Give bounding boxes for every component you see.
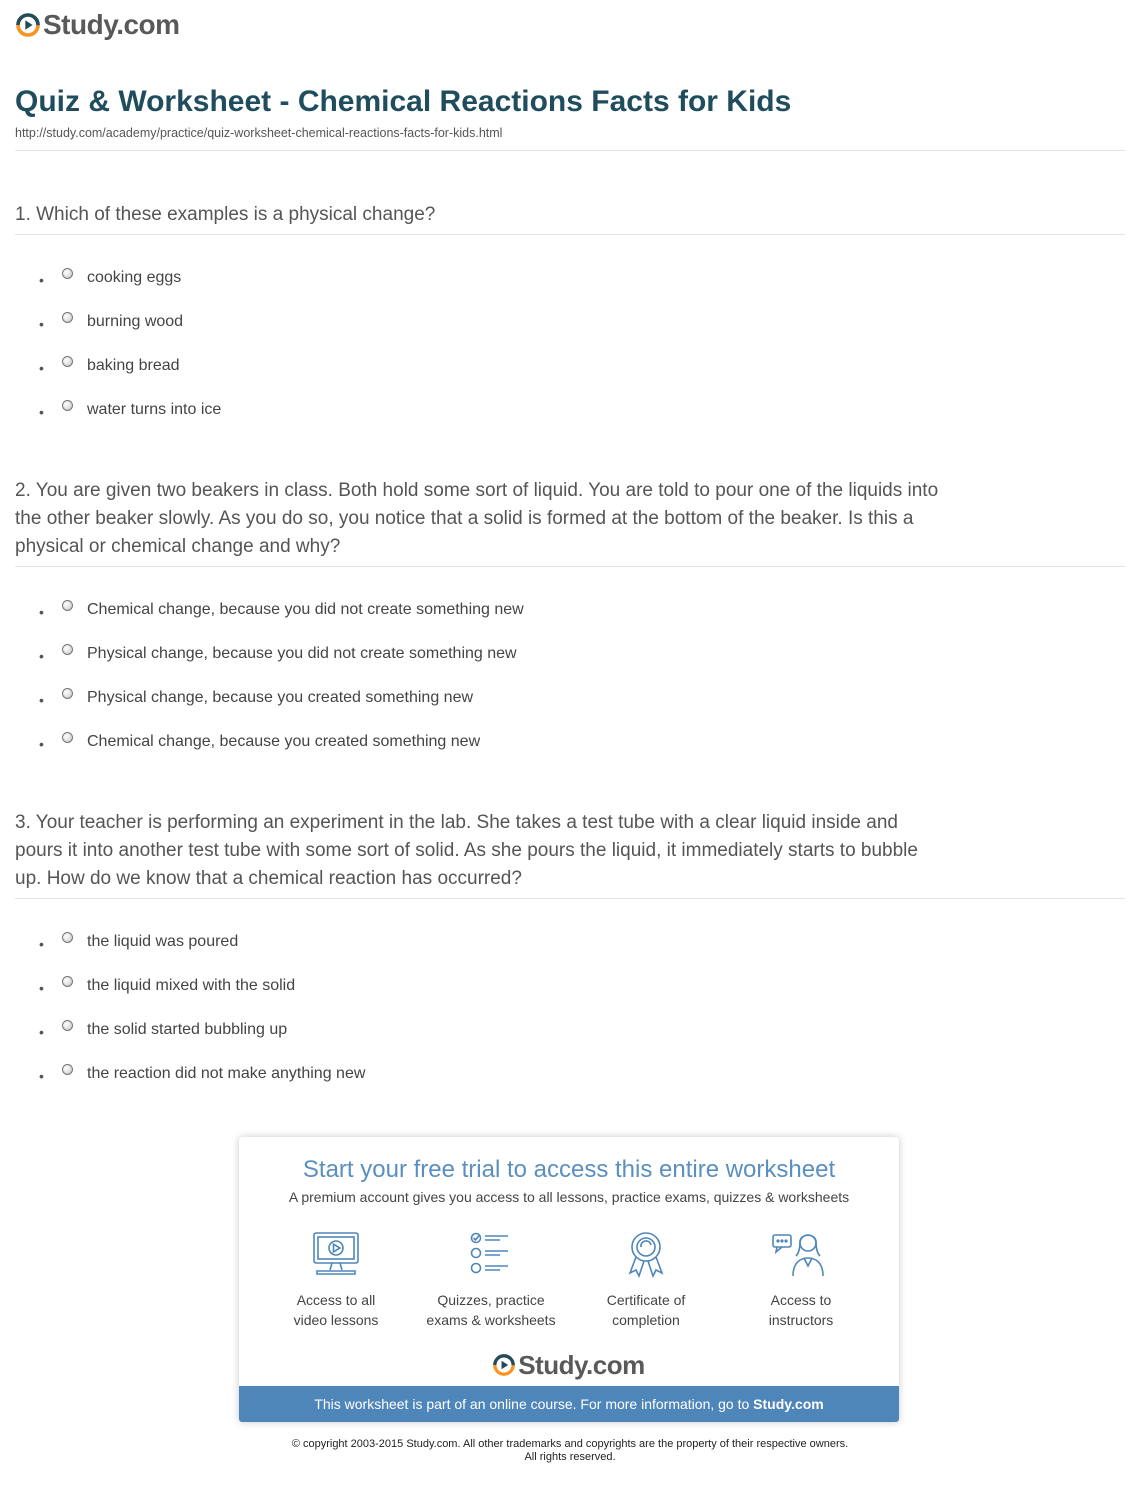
question-2-divider bbox=[15, 566, 1125, 567]
quiz-list-icon bbox=[466, 1230, 516, 1278]
bullet-icon: • bbox=[39, 316, 44, 332]
answer-text: the liquid mixed with the solid bbox=[87, 977, 296, 994]
page-title: Quiz & Worksheet - Chemical Reactions Facts for Kids bbox=[15, 85, 792, 118]
header-divider bbox=[15, 150, 1125, 151]
feature-label-line2: exams & worksheets bbox=[426, 1312, 556, 1328]
answer-text: the liquid was poured bbox=[87, 933, 239, 950]
promo-bar-text: This worksheet is part of an online course. For more information, go to bbox=[314, 1396, 750, 1412]
feature-label-line2: instructors bbox=[768, 1312, 834, 1328]
bullet-icon: • bbox=[39, 604, 44, 620]
site-logo[interactable] bbox=[16, 9, 180, 41]
bullet-icon: • bbox=[39, 404, 44, 420]
certificate-icon bbox=[621, 1230, 671, 1278]
radio-button[interactable] bbox=[62, 312, 73, 323]
radio-button[interactable] bbox=[62, 644, 73, 655]
bullet-icon: • bbox=[39, 692, 44, 708]
answer-text: Physical change, because you created something new bbox=[87, 689, 474, 706]
answer-text: the solid started bubbling up bbox=[87, 1021, 288, 1038]
promo-subtitle: A premium account gives you access to all lessons, practice exams, quizzes & worksheets bbox=[288, 1189, 850, 1205]
video-lessons-icon bbox=[311, 1230, 361, 1278]
radio-button[interactable] bbox=[62, 732, 73, 743]
bullet-icon: • bbox=[39, 272, 44, 288]
answer-text: Chemical change, because you created something new bbox=[87, 733, 481, 750]
question-2-text: 2. You are given two beakers in class. Both hold some sort of liquid. You are told to pour one of the liquids into the other beaker slowly. As you do so, you notice that a solid is formed at the bottom of the beaker. Is this a physical or chemical change and why? bbox=[15, 480, 939, 557]
answer-text: burning wood bbox=[87, 313, 184, 330]
radio-button[interactable] bbox=[62, 1064, 73, 1075]
promo-bar-link[interactable]: Study.com bbox=[753, 1396, 824, 1412]
free-trial-promo bbox=[239, 1137, 899, 1422]
bullet-icon: • bbox=[39, 980, 44, 996]
bullet-icon: • bbox=[39, 648, 44, 664]
play-logo-icon bbox=[16, 13, 40, 37]
feature-certificate bbox=[566, 1230, 726, 1330]
feature-video-lessons bbox=[256, 1230, 416, 1330]
answer-text: cooking eggs bbox=[87, 269, 182, 286]
radio-button[interactable] bbox=[62, 1020, 73, 1031]
bullet-icon: • bbox=[39, 1024, 44, 1040]
radio-button[interactable] bbox=[62, 400, 73, 411]
promo-title[interactable]: Start your free trial to access this entire worksheet bbox=[302, 1156, 836, 1183]
feature-label-line2: completion bbox=[612, 1312, 680, 1328]
feature-label-line1: Certificate of bbox=[606, 1292, 686, 1308]
bullet-icon: • bbox=[39, 1068, 44, 1084]
promo-info-bar bbox=[239, 1386, 899, 1422]
question-3-divider bbox=[15, 898, 1125, 899]
question-1-text: 1. Which of these examples is a physical change? bbox=[15, 204, 436, 225]
radio-button[interactable] bbox=[62, 932, 73, 943]
answer-text: Physical change, because you did not create something new bbox=[87, 645, 517, 662]
radio-button[interactable] bbox=[62, 976, 73, 987]
answer-text: baking bread bbox=[87, 357, 180, 374]
promo-logo-text: Study.com bbox=[518, 1350, 645, 1380]
page-url: http://study.com/academy/practice/quiz-worksheet-chemical-reactions-facts-for-kids.html bbox=[15, 126, 503, 140]
logo-text: Study.com bbox=[43, 9, 180, 40]
question-1-divider bbox=[15, 234, 1125, 235]
promo-logo[interactable] bbox=[239, 1350, 899, 1380]
feature-label-line1: Access to all bbox=[296, 1292, 376, 1308]
copyright-footer bbox=[0, 1438, 1140, 1464]
rights-line: All rights reserved. bbox=[524, 1451, 616, 1463]
feature-quizzes bbox=[411, 1230, 571, 1330]
radio-button[interactable] bbox=[62, 356, 73, 367]
bullet-icon: • bbox=[39, 360, 44, 376]
feature-instructors bbox=[721, 1230, 881, 1330]
bullet-icon: • bbox=[39, 736, 44, 752]
radio-button[interactable] bbox=[62, 268, 73, 279]
play-logo-icon bbox=[493, 1354, 515, 1376]
answer-text: water turns into ice bbox=[87, 401, 222, 418]
question-3-text: 3. Your teacher is performing an experiment in the lab. She takes a test tube with a clear liquid inside and pours it into another test tube with some sort of solid. As she pours the liquid, it immediately starts to bubble up. How do we know that a chemical reaction has occurred? bbox=[15, 812, 918, 889]
feature-label-line1: Quizzes, practice bbox=[437, 1292, 545, 1308]
instructor-icon bbox=[771, 1230, 831, 1278]
bullet-icon: • bbox=[39, 936, 44, 952]
answer-text: the reaction did not make anything new bbox=[87, 1065, 366, 1082]
copyright-line: © copyright 2003-2015 Study.com. All other trademarks and copyrights are the property of their respective owners. bbox=[291, 1438, 849, 1450]
answer-text: Chemical change, because you did not create something new bbox=[87, 601, 524, 618]
feature-label-line1: Access to bbox=[770, 1292, 832, 1308]
radio-button[interactable] bbox=[62, 600, 73, 611]
radio-button[interactable] bbox=[62, 688, 73, 699]
feature-label-line2: video lessons bbox=[293, 1312, 379, 1328]
